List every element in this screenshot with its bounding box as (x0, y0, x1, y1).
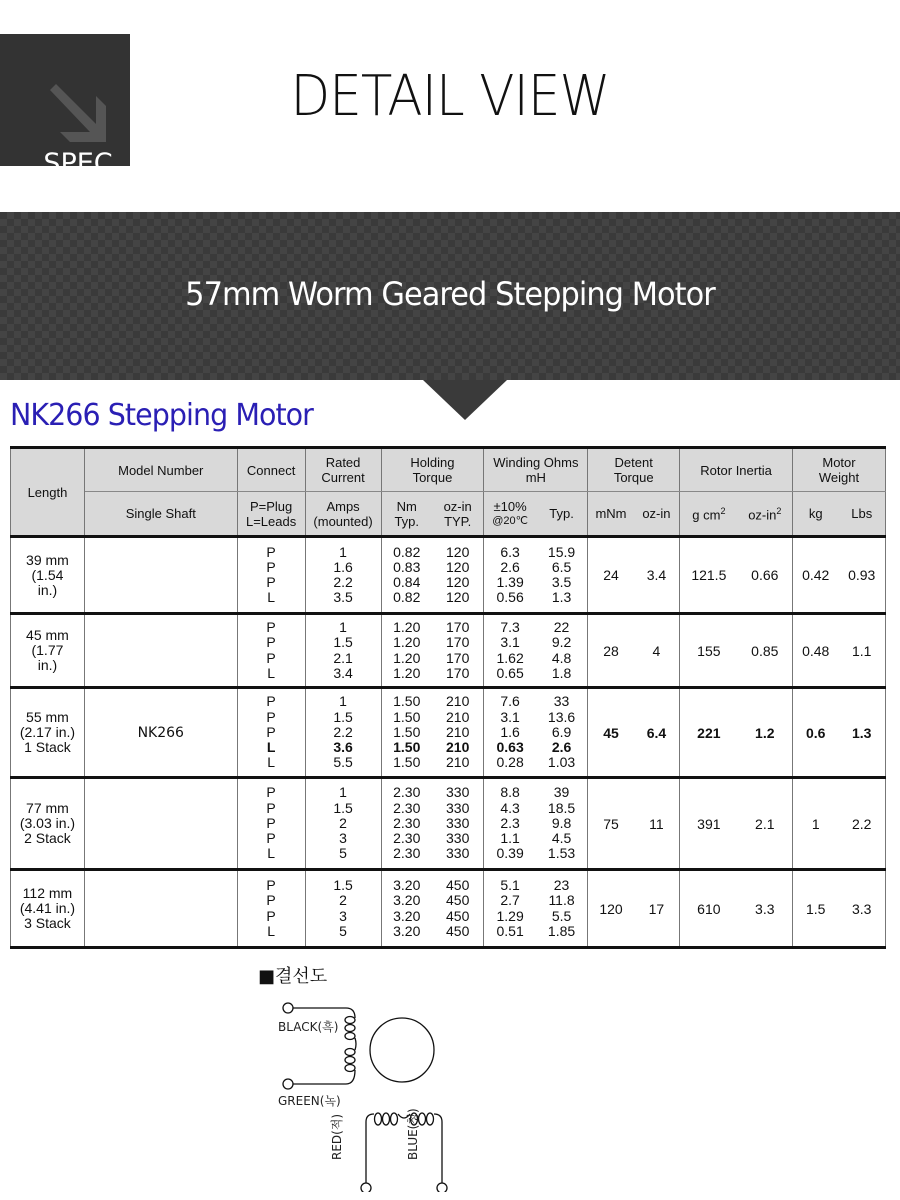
cell-weight-kg: 1 (793, 778, 839, 870)
header-weight-kg: kg (793, 492, 839, 537)
cell-model: NK266 (84, 688, 237, 778)
section-title: NK266 Stepping Motor (10, 398, 313, 433)
cell-winding-ohms: 5.1 2.7 1.29 0.51 (484, 870, 536, 948)
terminal-red (361, 1183, 371, 1192)
cell-winding-mh: 22 9.2 4.8 1.8 (536, 614, 588, 688)
cell-weight-lbs: 0.93 (838, 537, 885, 614)
cell-detent-mnm: 120 (588, 870, 634, 948)
header-length: Length (11, 448, 85, 537)
spec-table-body (11, 537, 886, 948)
header-holding-ozin: oz-in TYP. (432, 492, 484, 537)
header-holding-nm: Nm Typ. (381, 492, 432, 537)
cell-winding-mh: 33 13.6 6.9 2.6 1.03 (536, 688, 588, 778)
cell-model (84, 778, 237, 870)
page-title: DETAIL VIEW (290, 64, 610, 129)
cell-holding-nm: 1.50 1.50 1.50 1.50 1.50 (381, 688, 432, 778)
banner-title: 57mm Worm Geared Stepping Motor (185, 275, 715, 313)
cell-winding-ohms: 7.6 3.1 1.6 0.63 0.28 (484, 688, 536, 778)
cell-winding-ohms: 6.3 2.6 1.39 0.56 (484, 537, 536, 614)
cell-weight-lbs: 1.3 (838, 688, 885, 778)
cell-model (84, 614, 237, 688)
cell-holding-ozin: 120 120 120 120 (432, 537, 484, 614)
cell-holding-nm: 2.30 2.30 2.30 2.30 2.30 (381, 778, 432, 870)
banner-pointer (423, 380, 507, 420)
cell-winding-mh: 39 18.5 9.8 4.5 1.53 (536, 778, 588, 870)
cell-weight-lbs: 3.3 (838, 870, 885, 948)
header-amps: Amps (mounted) (305, 492, 381, 537)
cell-detent-mnm: 24 (588, 537, 634, 614)
cell-length: 39 mm (1.54 in.) (11, 537, 85, 614)
cell-amps: 1 1.5 2.2 3.6 5.5 (305, 688, 381, 778)
cell-holding-nm: 0.82 0.83 0.84 0.82 (381, 537, 432, 614)
cell-weight-lbs: 2.2 (838, 778, 885, 870)
cell-inertia-ozin: 3.3 (738, 870, 793, 948)
table-row (11, 870, 886, 948)
cell-holding-nm: 3.20 3.20 3.20 3.20 (381, 870, 432, 948)
cell-inertia-ozin: 0.66 (738, 537, 793, 614)
rotor-circle (370, 1018, 434, 1082)
cell-detent-ozin: 3.4 (634, 537, 680, 614)
label-red: RED(적) (330, 1113, 344, 1160)
cell-winding-mh: 15.9 6.5 3.5 1.3 (536, 537, 588, 614)
label-green: GREEN(녹) (278, 1094, 341, 1108)
header-model-number: Model Number (84, 448, 237, 492)
cell-inertia-ozin: 2.1 (738, 778, 793, 870)
cell-amps: 1.5 2 3 5 (305, 870, 381, 948)
table-row (11, 688, 886, 778)
cell-amps: 1 1.5 2 3 5 (305, 778, 381, 870)
label-black: BLACK(흑) (278, 1020, 339, 1034)
cell-weight-lbs: 1.1 (838, 614, 885, 688)
table-row (11, 614, 886, 688)
cell-weight-kg: 0.42 (793, 537, 839, 614)
header-detent-ozin: oz-in (634, 492, 680, 537)
wiring-diagram (258, 962, 420, 1160)
cell-connect: P P P L (237, 870, 305, 948)
cell-weight-kg: 0.6 (793, 688, 839, 778)
spec-table (10, 446, 886, 949)
cell-connect: P P P P L (237, 778, 305, 870)
header-motor-weight: Motor Weight (793, 448, 886, 492)
cell-holding-ozin: 210 210 210 210 210 (432, 688, 484, 778)
cell-holding-ozin: 450 450 450 450 (432, 870, 484, 948)
cell-model (84, 870, 237, 948)
header-detent-mnm: mNm (588, 492, 634, 537)
cell-connect: P P P L L (237, 688, 305, 778)
cell-connect: P P P L (237, 537, 305, 614)
cell-inertia-gcm: 610 (680, 870, 738, 948)
cell-weight-kg: 1.5 (793, 870, 839, 948)
cell-detent-mnm: 45 (588, 688, 634, 778)
header-single-shaft: Single Shaft (84, 492, 237, 537)
cell-detent-mnm: 28 (588, 614, 634, 688)
header-rotor-gcm: g $cm^2$ (680, 492, 738, 537)
cell-amps: 1 1.5 2.1 3.4 (305, 614, 381, 688)
terminal-black (283, 1003, 293, 1013)
cell-length: 45 mm (1.77 in.) (11, 614, 85, 688)
cell-inertia-ozin: 1.2 (738, 688, 793, 778)
cell-detent-ozin: 4 (634, 614, 680, 688)
cell-inertia-ozin: 0.85 (738, 614, 793, 688)
cell-inertia-gcm: 121.5 (680, 537, 738, 614)
cell-detent-mnm: 75 (588, 778, 634, 870)
terminal-green (283, 1079, 293, 1089)
cell-model (84, 537, 237, 614)
cell-inertia-gcm: 391 (680, 778, 738, 870)
cell-length: 112 mm (4.41 in.) 3 Stack (11, 870, 85, 948)
cell-length: 77 mm (3.03 in.) 2 Stack (11, 778, 85, 870)
cell-winding-mh: 23 11.8 5.5 1.85 (536, 870, 588, 948)
cell-detent-ozin: 11 (634, 778, 680, 870)
header-rotor-inertia: Rotor Inertia (680, 448, 793, 492)
table-row (11, 778, 886, 870)
header-winding: Winding Ohms mH (484, 448, 588, 492)
terminal-blue (437, 1183, 447, 1192)
cell-winding-ohms: 7.3 3.1 1.62 0.65 (484, 614, 536, 688)
cell-amps: 1 1.6 2.2 3.5 (305, 537, 381, 614)
cell-inertia-gcm: 221 (680, 688, 738, 778)
cell-detent-ozin: 6.4 (634, 688, 680, 778)
cell-connect: P P P L (237, 614, 305, 688)
label-blue: BLUE(청) (406, 1108, 420, 1160)
header-rotor-ozin: $oz-in^2$ (738, 492, 793, 537)
cell-holding-ozin: 170 170 170 170 (432, 614, 484, 688)
cell-winding-ohms: 8.8 4.3 2.3 1.1 0.39 (484, 778, 536, 870)
cell-holding-nm: 1.20 1.20 1.20 1.20 (381, 614, 432, 688)
header-connect: Connect (237, 448, 305, 492)
cell-weight-kg: 0.48 (793, 614, 839, 688)
cell-inertia-gcm: 155 (680, 614, 738, 688)
header-winding-mh: Typ. (536, 492, 588, 537)
header-weight-lbs: Lbs (838, 492, 885, 537)
wiring-schematic (258, 962, 458, 1192)
cell-holding-ozin: 330 330 330 330 330 (432, 778, 484, 870)
header-detent-torque: Detent Torque (588, 448, 680, 492)
header-connect-sub: P=Plug L=Leads (237, 492, 305, 537)
table-row (11, 537, 886, 614)
cell-detent-ozin: 17 (634, 870, 680, 948)
spec-badge-label: SPEC (43, 148, 113, 179)
header-rated-current: Rated Current (305, 448, 381, 492)
header-winding-ohms: ±10% @20℃ (484, 492, 536, 537)
cell-length: 55 mm (2.17 in.) 1 Stack (11, 688, 85, 778)
header-holding-torque: Holding Torque (381, 448, 484, 492)
wiring-title: ■결선도 (258, 966, 328, 987)
